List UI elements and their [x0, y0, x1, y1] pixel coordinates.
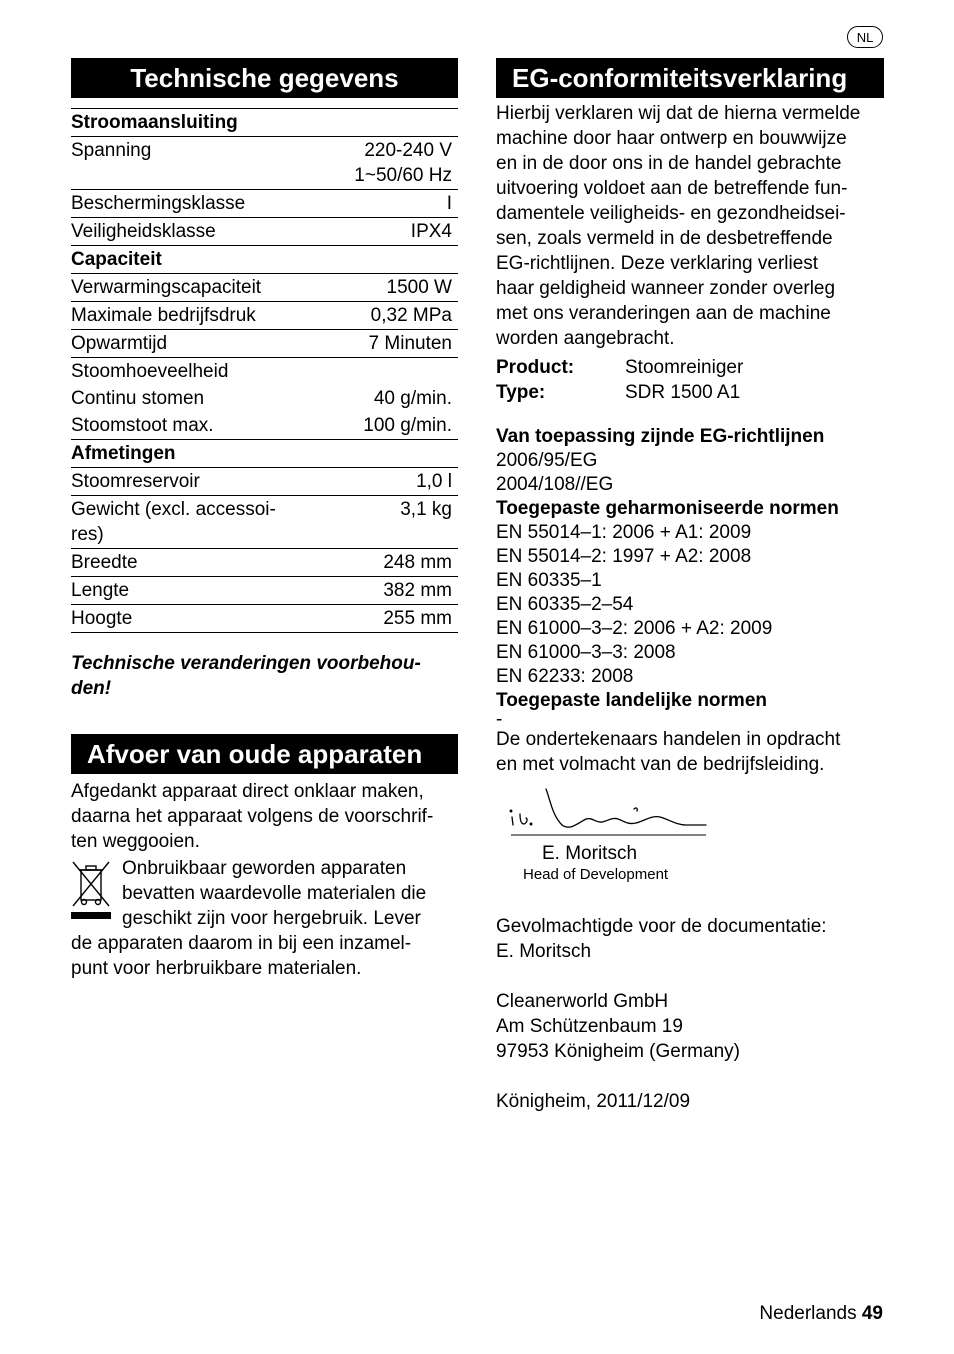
spec-row	[71, 190, 458, 218]
spec-value	[328, 246, 458, 274]
spec-label: Beschermingsklasse	[71, 190, 328, 218]
spec-row	[71, 412, 458, 440]
spec-value: 1500 W	[328, 274, 458, 302]
spec-label: Breedte	[71, 549, 328, 577]
spec-label: Gewicht (excl. accessoi- res)	[71, 496, 328, 549]
spec-value: I	[328, 190, 458, 218]
spec-label: Afmetingen	[71, 440, 328, 468]
spec-value: 7 Minuten	[328, 330, 458, 358]
spec-value: IPX4	[328, 218, 458, 246]
harmonized-norm-item: EN 55014–1: 2006 + A1: 2009	[496, 522, 752, 543]
harmonized-norm-item: EN 61000–3–2: 2006 + A2: 2009	[496, 618, 773, 639]
signers-text: De ondertekenaars handelen in opdracht en met volmacht van de bedrijfsleiding.	[496, 729, 841, 775]
spec-value	[328, 358, 458, 386]
spec-value: 100 g/min.	[328, 412, 458, 440]
harmonized-norm-item: EN 55014–2: 1997 + A2: 2008	[496, 546, 752, 567]
recycling-line-1: Onbruikbaar geworden apparaten	[122, 858, 407, 879]
eg-section-title: EG-conformiteitsverklaring	[496, 58, 884, 98]
spec-label: Stoomhoeveelheid	[71, 361, 229, 382]
disposal-paragraph: Afgedankt apparaat direct onklaar maken, daarna het apparaat volgens de voorschrif- ten weggooien.	[71, 781, 434, 852]
spec-value: 220-240 V 1~50/60 Hz	[328, 137, 458, 190]
signature-image	[506, 787, 726, 847]
spec-value	[328, 440, 458, 468]
spec-row	[71, 577, 458, 605]
crossed-bin-icon	[71, 860, 111, 920]
page-number: 49	[861, 1303, 883, 1324]
spec-row	[71, 496, 458, 549]
spec-value: 248 mm	[328, 549, 458, 577]
spec-row	[71, 302, 458, 330]
disposal-section-title: Afvoer van oude apparaten	[71, 734, 458, 774]
spec-label: Spanning	[71, 137, 328, 190]
right-column	[496, 58, 884, 1114]
signer-role: Head of Development	[523, 866, 669, 883]
harmonized-norm-item: EN 61000–3–3: 2008	[496, 642, 676, 663]
product-row	[496, 355, 884, 380]
spec-label: Hoogte	[71, 605, 328, 633]
type-value: SDR 1500 A1	[625, 382, 741, 403]
spec-label: Verwarmingscapaciteit	[71, 274, 328, 302]
spec-label: Veiligheidsklasse	[71, 218, 328, 246]
tech-section-title: Technische gegevens	[71, 58, 458, 98]
spec-label: Stoomreservoir	[71, 468, 328, 496]
spec-row	[71, 218, 458, 246]
spec-row	[71, 330, 458, 358]
recycling-note: Onbruikbaar geworden apparaten bevatten waardevolle materialen die geschikt zijn voor hergebruik. Lever de apparaten daarom in bij een inzamel- punt voor herbruikbare materialen.	[71, 856, 458, 981]
spec-row	[71, 385, 458, 412]
place-date: Königheim, 2011/12/09	[496, 1091, 691, 1112]
spec-value: 0,32 MPa	[328, 302, 458, 330]
left-column	[71, 58, 458, 981]
language-badge: NL	[847, 26, 883, 48]
spec-label: Stroomaansluiting	[71, 109, 328, 137]
spec-value: 255 mm	[328, 605, 458, 633]
spec-label: Capaciteit	[71, 246, 328, 274]
spec-label: Stoomstoot max.	[71, 412, 328, 440]
spec-value	[328, 109, 458, 137]
spec-label: Maximale bedrijfsdruk	[71, 302, 328, 330]
spec-group-header	[71, 440, 458, 468]
spec-group-header	[71, 109, 458, 137]
product-label: Product:	[496, 357, 575, 378]
spec-value: 40 g/min.	[373, 388, 452, 409]
signature-block	[496, 787, 884, 892]
harmonized-norm-item: EN 62233: 2008	[496, 666, 634, 687]
address-company: Cleanerworld GmbH	[496, 991, 669, 1012]
spec-group-header	[71, 246, 458, 274]
type-row	[496, 380, 884, 405]
spec-value: 3,1 kg	[328, 496, 458, 549]
spec-row	[71, 137, 458, 190]
spec-row	[71, 605, 458, 633]
signer-name: E. Moritsch	[542, 843, 638, 864]
type-label: Type:	[496, 382, 546, 403]
harmonized-norm-item: EN 60335–1	[496, 570, 602, 591]
recycling-line-3: geschikt zijn voor hergebruik. Lever	[122, 908, 421, 929]
spec-row	[71, 549, 458, 577]
national-value: -	[496, 709, 503, 730]
footer-language: Nederlands	[759, 1303, 857, 1324]
spec-row	[71, 468, 458, 496]
product-value: Stoomreiniger	[625, 357, 744, 378]
harmonized-norm-item: EN 60335–2–54	[496, 594, 634, 615]
eg-declaration-text: Hierbij verklaren wij dat de hierna vermelde machine door haar ontwerp en bouwwijze en in de door ons in de handel gebrachte uitvoering voldoet aan de betreffende fun- damentele veiligheids- en gezondheidsei- sen, zoals vermeld in de desbetreffende EG-richtlijnen. Deze verklaring verliest haar geldigheid wanneer zonder overleg met ons veranderingen aan de machine worden aangebracht.	[496, 103, 861, 349]
address-street: Am Schützenbaum 19	[496, 1016, 683, 1037]
harmonized-list	[496, 521, 884, 689]
documentation-label: Gevolmachtigde voor de documentatie:	[496, 916, 827, 937]
recycling-line-2: bevatten waardevolle materialen die	[122, 883, 427, 904]
spec-value: 1,0 l	[328, 468, 458, 496]
page-footer	[759, 1303, 883, 1325]
spec-value: 382 mm	[328, 577, 458, 605]
directives-title: Van toepassing zijnde EG-richtlijnen	[496, 426, 825, 447]
spec-label: Opwarmtijd	[71, 330, 328, 358]
spec-row	[71, 358, 458, 386]
spec-table	[71, 108, 458, 633]
address-city: 97953 Königheim (Germany)	[496, 1041, 740, 1062]
address-block	[496, 989, 884, 1064]
harmonized-title: Toegepaste geharmoniseerde normen	[496, 498, 839, 519]
directive-item: 2006/95/EG	[496, 450, 598, 471]
spec-label: Continu stomen	[71, 388, 205, 409]
spec-row	[71, 274, 458, 302]
tech-note: Technische veranderingen voorbehou- den!	[71, 653, 421, 699]
spec-label: Lengte	[71, 577, 328, 605]
national-title: Toegepaste landelijke normen	[496, 690, 768, 711]
directives-list	[496, 449, 884, 497]
documentation-name: E. Moritsch	[496, 941, 592, 962]
documentation-block	[496, 914, 884, 964]
directive-item: 2004/108//EG	[496, 474, 614, 495]
